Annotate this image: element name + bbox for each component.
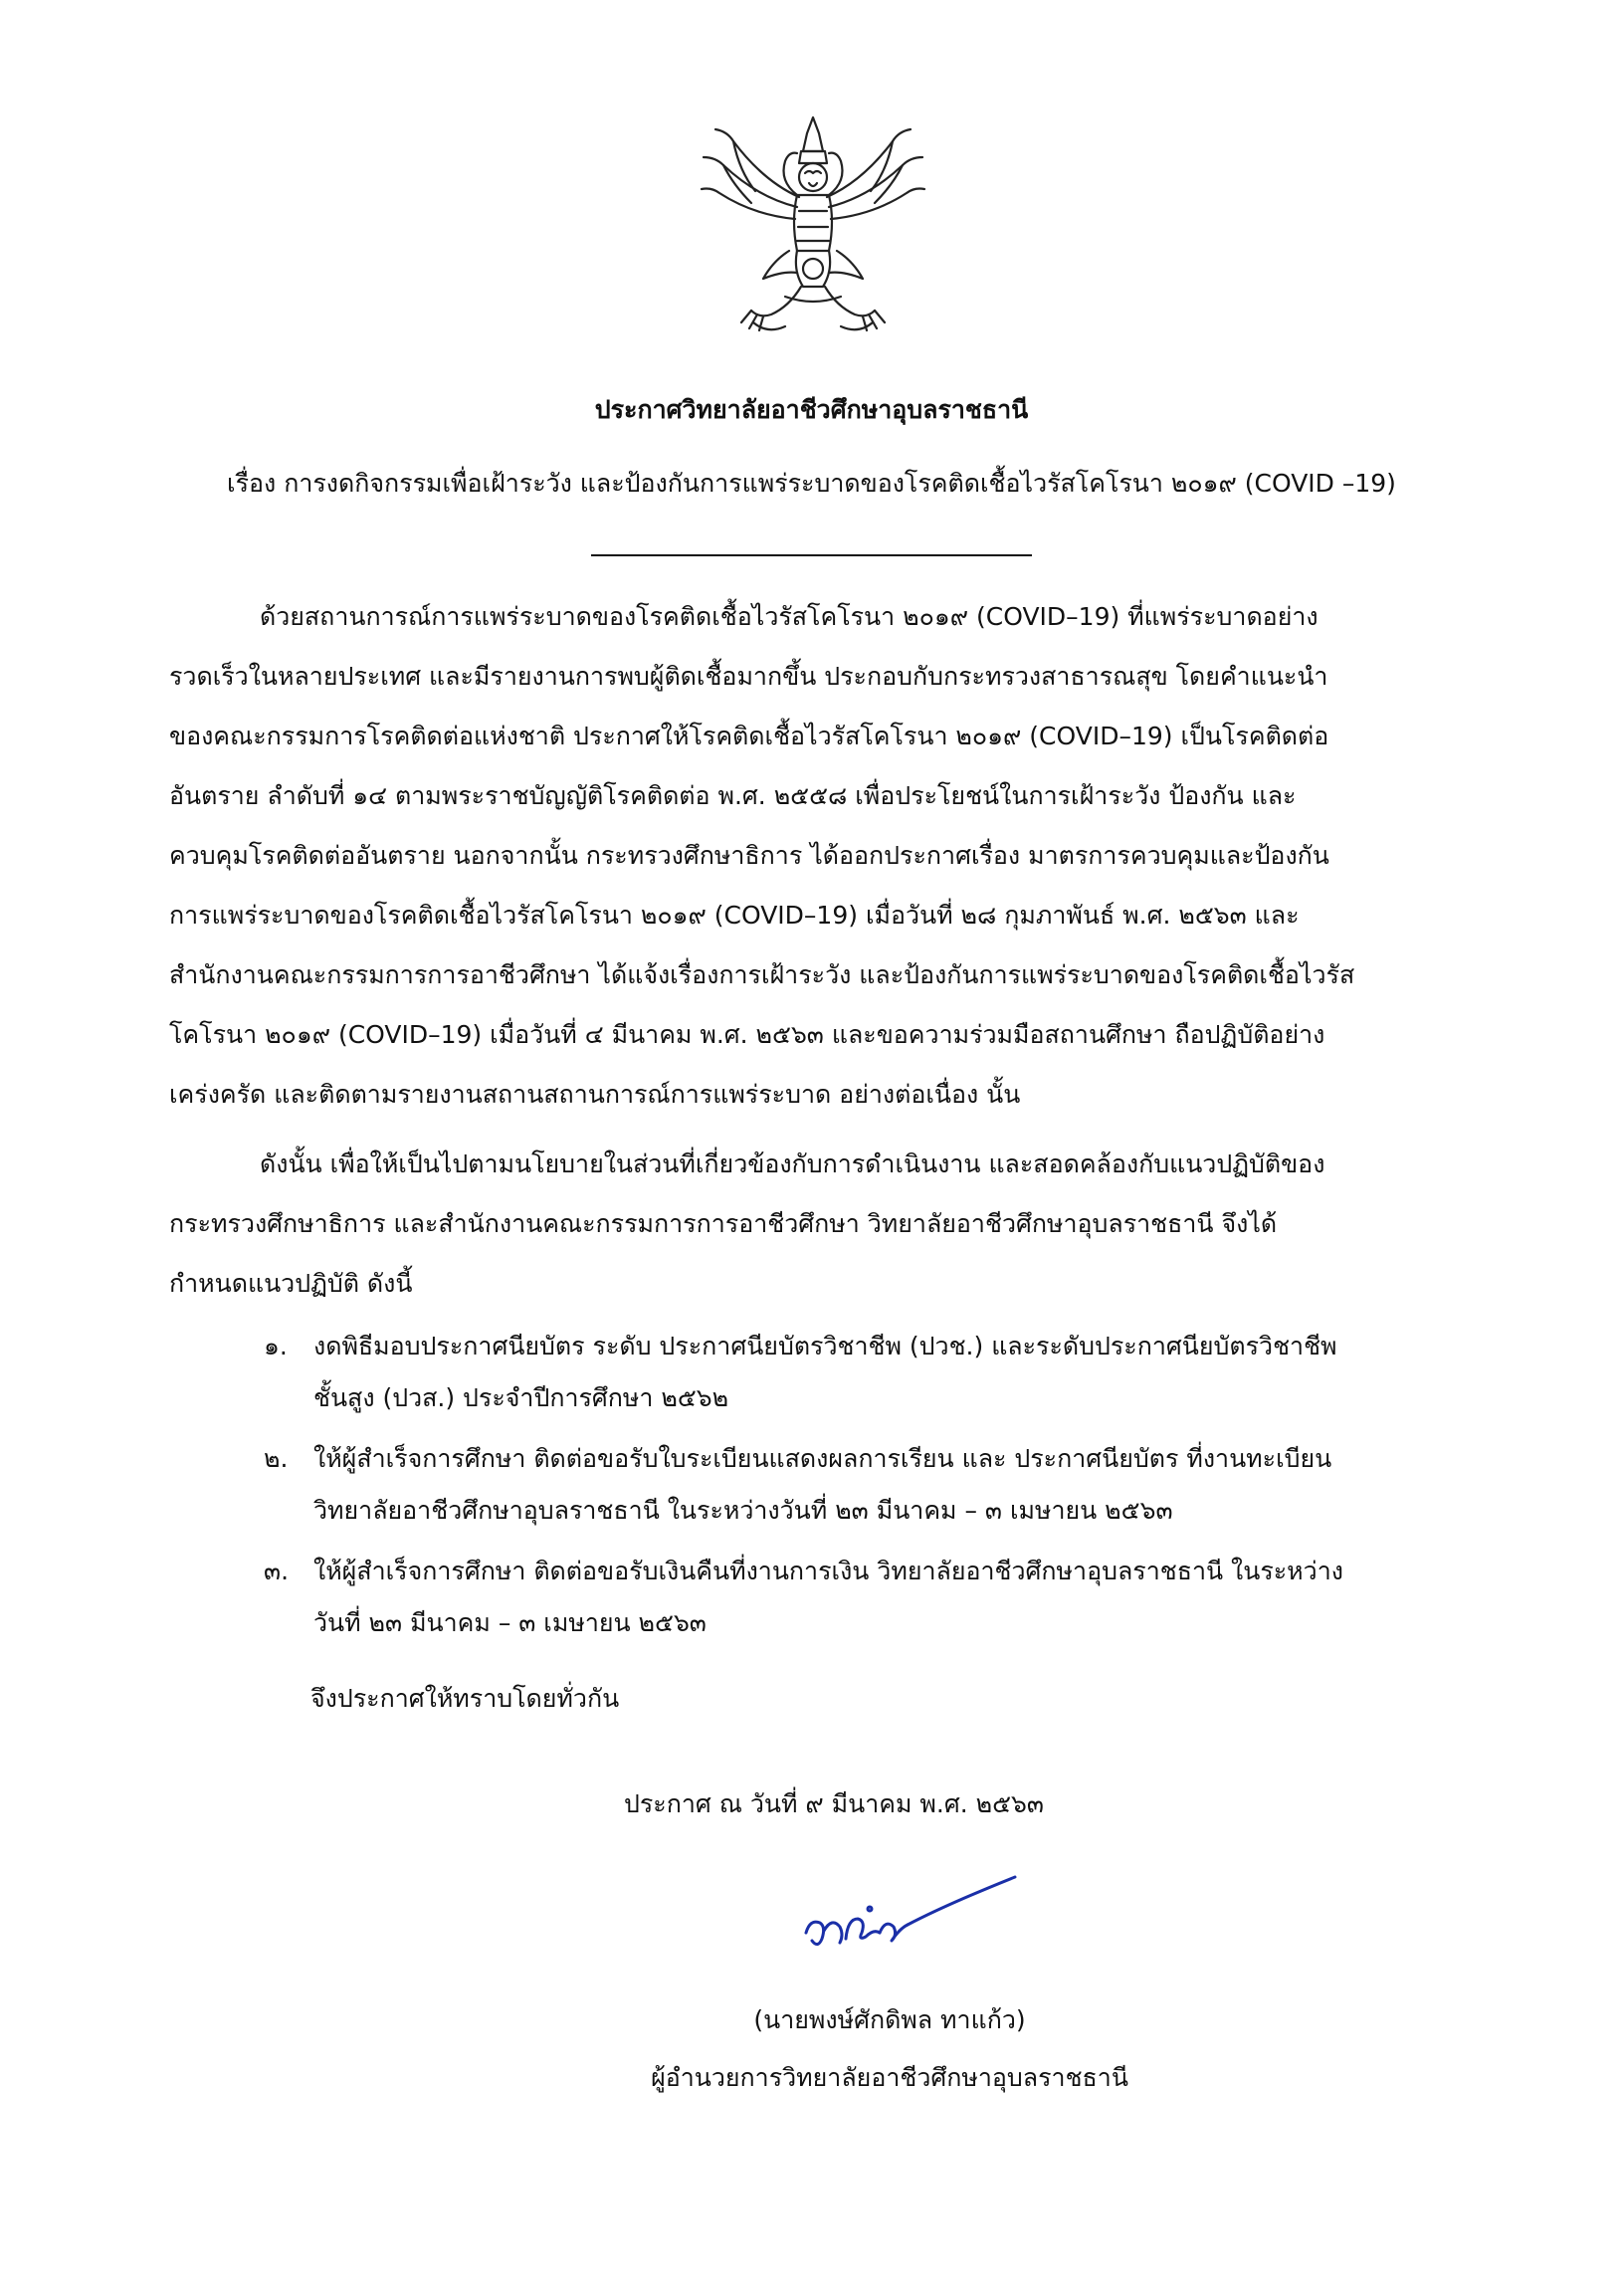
list-item (264, 1439, 1458, 1543)
paragraph-line: ด้วยสถานการณ์การแพร่ระบาดของโรคติดเชื้อไวรัสโคโรนา ๒๐๑๙ (COVID–19) ที่แพร่ระบาดอย่าง (260, 602, 1319, 631)
signer-block (631, 2000, 1148, 2116)
paragraph-line: โคโรนา ๒๐๑๙ (COVID–19) เมื่อวันที่ ๔ มีนาคม พ.ศ. ๒๕๖๓ และขอความร่วมมือสถานศึกษา ถือปฏิบัติอย่าง (169, 1020, 1325, 1049)
paragraph-line: เคร่งครัด และติดตามรายงานสถานสถานการณ์การแพร่ระบาด อย่างต่อเนื่อง นั้น (169, 1080, 1021, 1109)
list-item (264, 1552, 1458, 1655)
paragraph-situation (169, 597, 1453, 1135)
announcement-date: ประกาศ ณ วันที่ ๙ มีนาคม พ.ศ. ๒๕๖๓ (624, 1789, 1044, 1818)
paragraph-line: การแพร่ระบาดของโรคติดเชื้อไวรัสโคโรนา ๒๐๑๙ (COVID–19) เมื่อวันที่ ๒๘ กุมภาพันธ์ พ.ศ. ๒๕๖๓ และ (169, 901, 1300, 930)
list-item-number: ๓. (264, 1557, 290, 1585)
paragraph-line: สำนักงานคณะกรรมการการอาชีวศึกษา ได้แจ้งเรื่องการเฝ้าระวัง และป้องกันการแพร่ระบาดของโรคติดเชื้อไวรัส (169, 960, 1355, 989)
signature-icon (796, 1869, 1025, 1969)
announcement-subject: เรื่อง การงดกิจกรรมเพื่อเฝ้าระวัง และป้องกันการแพร่ระบาดของโรคติดเชื้อไวรัสโคโรนา ๒๐๑๙ (COVID –19) (227, 469, 1396, 498)
garuda-emblem-icon (694, 111, 932, 342)
paragraph-line: ของคณะกรรมการโรคติดต่อแห่งชาติ ประกาศให้โรคติดเชื้อไวรัสโคโรนา ๒๐๑๙ (COVID–19) เป็นโรคติดต่อ (169, 722, 1329, 750)
list-item-number: ๒. (264, 1444, 289, 1473)
announcement-heading: ประกาศวิทยาลัยอาชีวศึกษาอุบลราชธานี (594, 395, 1029, 424)
list-item-line: งดพิธีมอบประกาศนียบัตร ระดับ ประกาศนียบัตรวิชาชีพ (ปวช.) และระดับประกาศนียบัตรวิชาชีพ (313, 1332, 1337, 1360)
list-item-line: วันที่ ๒๓ มีนาคม – ๓ เมษายน ๒๕๖๓ (313, 1608, 707, 1637)
signer-title: ผู้อำนวยการวิทยาลัยอาชีวศึกษาอุบลราชธานี (651, 2063, 1128, 2092)
paragraph-line: ดังนั้น เพื่อให้เป็นไปตามนโยบายในส่วนที่เกี่ยวข้องกับการดำเนินงาน และสอดคล้องกับแนวปฏิบัติของ (260, 1149, 1325, 1178)
signer-name: (นายพงษ์ศักดิพล ทาแก้ว) (753, 2005, 1026, 2034)
paragraph-guidelines (169, 1145, 1453, 1324)
paragraph-line: รวดเร็วในหลายประเทศ และมีรายงานการพบผู้ติดเชื้อมากขึ้น ประกอบกับกระทรวงสาธารณสุข โดยคำแนะนำ (169, 662, 1328, 691)
paragraph-line: อันตราย ลำดับที่ ๑๔ ตามพระราชบัญญัติโรคติดต่อ พ.ศ. ๒๕๕๘ เพื่อประโยชน์ในการเฝ้าระวัง ป้องกัน และ (169, 781, 1297, 810)
list-item (264, 1327, 1458, 1430)
list-item-number: ๑. (264, 1332, 288, 1360)
divider-line (591, 554, 1032, 556)
paragraph-line: ควบคุมโรคติดต่ออันตราย นอกจากนั้น กระทรวงศึกษาธิการ ได้ออกประกาศเรื่อง มาตรการควบคุมและป้องกัน (169, 841, 1329, 870)
closing-statement: จึงประกาศให้ทราบโดยทั่วกัน (310, 1684, 620, 1713)
paragraph-line: กระทรวงศึกษาธิการ และสำนักงานคณะกรรมการการอาชีวศึกษา วิทยาลัยอาชีวศึกษาอุบลราชธานี จึงได้ (169, 1209, 1278, 1238)
list-item-line: ให้ผู้สำเร็จการศึกษา ติดต่อขอรับเงินคืนที่งานการเงิน วิทยาลัยอาชีวศึกษาอุบลราชธานี ในระหว่าง (313, 1557, 1343, 1585)
list-item-line: วิทยาลัยอาชีวศึกษาอุบลราชธานี ในระหว่างวันที่ ๒๓ มีนาคม – ๓ เมษายน ๒๕๖๓ (313, 1496, 1173, 1525)
list-item-line: ชั้นสูง (ปวส.) ประจำปีการศึกษา ๒๕๖๒ (313, 1383, 729, 1412)
paragraph-line: กำหนดแนวปฏิบัติ ดังนี้ (169, 1269, 413, 1298)
guideline-list (264, 1327, 1458, 1664)
list-item-line: ให้ผู้สำเร็จการศึกษา ติดต่อขอรับใบระเบียนแสดงผลการเรียน และ ประกาศนียบัตร ที่งานทะเบียน (313, 1444, 1332, 1473)
